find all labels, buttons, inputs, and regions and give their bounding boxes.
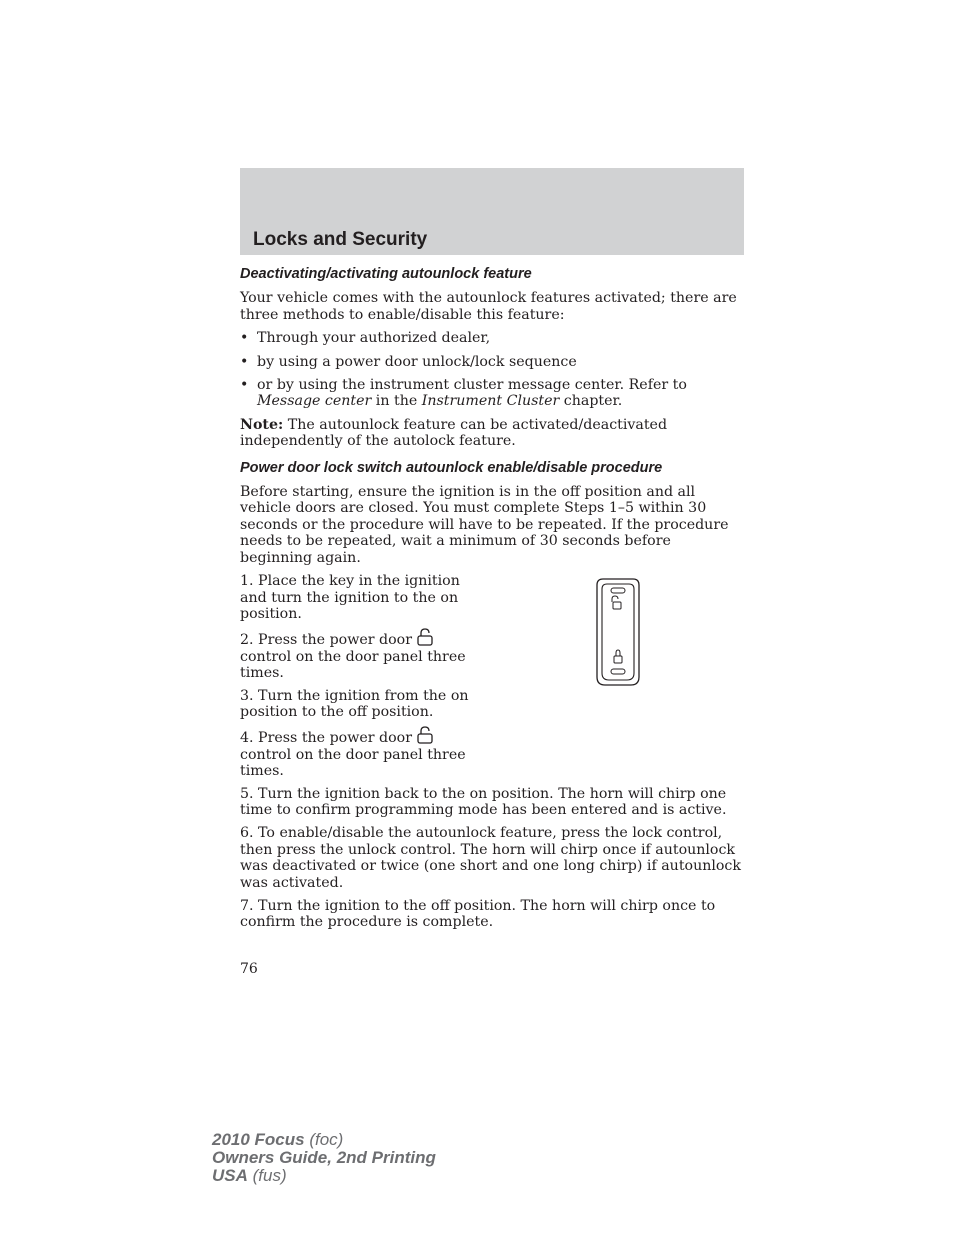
subheading-procedure: Power door lock switch autounlock enable/disable procedure <box>240 459 663 476</box>
intro-paragraph: Your vehicle comes with the autounlock features activated; there are three methods to enable/disable this feature: <box>240 290 737 323</box>
list-item: • by using a power door unlock/lock sequence <box>240 353 577 370</box>
step-6: 6. To enable/disable the autounlock feature, press the lock control, then press the unlock control. The horn will chirp once if autounlock was deactivated or twice (one short and one long chirp) if autounlock was activated. <box>240 825 741 891</box>
step-4: 4. Press the power doorcontrol on the door panel three times. <box>240 726 490 779</box>
list-item: • or by using the instrument cluster message center. Refer to Message center in the Instrument Cluster chapter. <box>240 377 687 410</box>
step-7: 7. Turn the ignition to the off position. The horn will chirp once to confirm the procedure is complete. <box>240 898 716 931</box>
note-label: Note: <box>240 416 284 433</box>
list-item: • Through your authorized dealer, <box>240 330 491 347</box>
step-2: 2. Press the power doorcontrol on the door panel three times. <box>240 628 490 681</box>
cross-reference: Message center <box>257 393 372 410</box>
step-1: 1. Place the key in the ignition and turn the ignition to the on position. <box>240 573 460 622</box>
page-content <box>240 266 744 938</box>
unlock-icon <box>416 628 434 646</box>
cross-reference: Instrument Cluster <box>421 393 560 410</box>
step-3: 3. Turn the ignition from the on position to the off position. <box>240 687 469 720</box>
procedure-intro: Before starting, ensure the ignition is in the off position and all vehicle doors are closed. You must complete Steps 1–5 within 30 seconds or the procedure will have to be repeated. If the procedure needs to be repeated, wait a minimum of 30 seconds before beginning again. <box>240 484 729 566</box>
note-paragraph: Note: The autounlock feature can be activated/deactivated independently of the autolock feature. <box>240 416 668 450</box>
methods-list <box>240 330 744 410</box>
door-lock-switch-icon <box>593 577 643 687</box>
bullet: • <box>240 353 249 370</box>
steps-with-figure <box>240 573 744 779</box>
page-number: 76 <box>240 961 258 977</box>
footer: 2010 Focus (foc) Owners Guide, 2nd Printing USA (fus) <box>212 1130 436 1185</box>
bullet: • <box>240 377 249 394</box>
unlock-icon <box>416 726 434 744</box>
section-title: Locks and Security <box>253 229 428 250</box>
step-5: 5. Turn the ignition back to the on position. The horn will chirp one time to confirm programming mode has been entered and is active. <box>240 785 727 818</box>
subheading-autounlock: Deactivating/activating autounlock feature <box>240 266 532 282</box>
bullet: • <box>240 330 249 347</box>
